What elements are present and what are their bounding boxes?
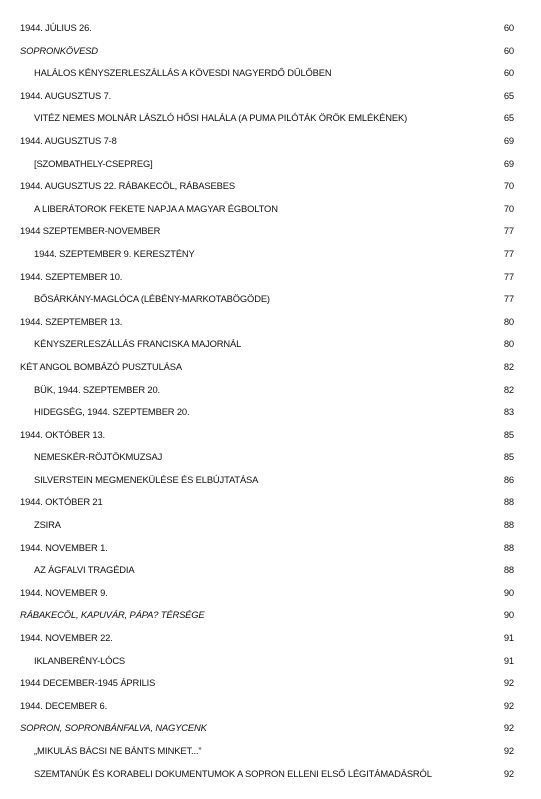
toc-entry-page-number: 70 — [503, 180, 514, 192]
toc-entry-page-number: 88 — [503, 541, 514, 553]
toc-entry-page-number: 69 — [503, 134, 514, 146]
toc-entry-title: 1944. AUGUSZTUS 22. RÁBAKECÖL, RÁBASEBES — [20, 180, 235, 192]
toc-entry-title: 1944. AUGUSZTUS 7. — [20, 89, 112, 101]
toc-entry-page-number: 65 — [503, 89, 514, 101]
toc-entry-title: 1944. JÚLIUS 26. — [20, 22, 92, 33]
toc-entry[interactable] — [0, 153, 541, 176]
toc-entry-page-number: 82 — [503, 360, 514, 372]
toc-entry[interactable] — [0, 379, 541, 402]
toc-entry-title: [SZOMBATHELY-CSEPREG] — [34, 157, 153, 169]
toc-entry[interactable] — [0, 537, 541, 560]
toc-entry-title: 1944. OKTÓBER 13. — [20, 428, 105, 440]
toc-entry[interactable] — [0, 198, 541, 221]
toc-entry-title: KÉNYSZERLESZÁLLÁS FRANCISKA MAJORNÁL — [34, 338, 242, 350]
toc-entry-page-number: 90 — [503, 586, 514, 598]
toc-entry[interactable] — [0, 266, 541, 289]
toc-entry[interactable] — [0, 559, 541, 582]
toc-entry-page-number: 92 — [503, 767, 514, 779]
toc-entry-page-number: 80 — [503, 315, 514, 327]
toc-entry[interactable] — [0, 401, 541, 424]
toc-entry-title: 1944. NOVEMBER 1. — [20, 541, 108, 553]
toc-entry-title: HALÁLOS KÉNYSZERLESZÁLLÁS A KÖVESDI NAGYERDŐ DŰLŐBEN — [34, 67, 332, 79]
toc-entry-title: 1944. OKTÓBER 21 — [20, 496, 103, 508]
toc-entry-title: IKLANBERÉNY-LÓCS — [34, 654, 126, 666]
toc-entry-title: BŐSÁRKÁNY-MAGLÓCA (LÉBÉNY-MARKOTABÖGÖDE) — [34, 293, 270, 305]
toc-entry-title: HIDEGSÉG, 1944. SZEPTEMBER 20. — [34, 406, 190, 418]
toc-entry-title: 1944. DECEMBER 6. — [20, 699, 108, 711]
toc-entry-page-number: 91 — [503, 654, 514, 666]
toc-entry-title: RÁBAKECÖL, KAPUVÁR, PÁPA? TÉRSÉGE — [20, 609, 205, 621]
toc-entry-page-number: 88 — [503, 496, 514, 508]
toc-entry-title: BÜK, 1944. SZEPTEMBER 20. — [34, 383, 160, 395]
toc-entry-title: A LIBERÁTOROK FEKETE NAPJA A MAGYAR ÉGBOLTON — [34, 202, 278, 214]
toc-entry-title: 1944. NOVEMBER 22. — [20, 632, 113, 644]
toc-entry-page-number: 65 — [503, 112, 514, 124]
toc-entry[interactable] — [0, 311, 541, 334]
toc-entry-title: SOPRON, SOPRONBÁNFALVA, NAGYCENK — [20, 722, 207, 734]
toc-entry-title: 1944. AUGUSZTUS 7-8 — [20, 134, 117, 146]
toc-entry[interactable] — [0, 356, 541, 379]
toc-entry[interactable] — [0, 130, 541, 153]
toc-entry-title: 1944 SZEPTEMBER-NOVEMBER — [20, 225, 161, 237]
toc-entry[interactable] — [0, 469, 541, 492]
toc-entry-page-number: 77 — [503, 225, 514, 237]
toc-entry-page-number: 88 — [503, 564, 514, 576]
toc-entry-title: AZ ÁGFALVI TRAGÉDIA — [34, 564, 135, 576]
toc-entry[interactable] — [0, 220, 541, 243]
toc-entry-page-number: 88 — [503, 519, 514, 531]
toc-entry[interactable] — [0, 582, 541, 605]
toc-entry-page-number: 92 — [503, 677, 514, 689]
toc-entry-page-number: 77 — [503, 270, 514, 282]
toc-entry-page-number: 60 — [503, 67, 514, 79]
toc-entry-title: NEMESKÉR-RÖJTÖKMUZSAJ — [34, 451, 163, 463]
toc-entry-title: SOPRONKÖVESD — [20, 44, 98, 56]
toc-entry-page-number: 70 — [503, 202, 514, 214]
toc-entry-page-number: 77 — [503, 293, 514, 305]
toc-entry-page-number: 80 — [503, 338, 514, 350]
toc-entry[interactable] — [0, 672, 541, 695]
toc-entry-page-number: 86 — [503, 473, 514, 485]
toc-entry-page-number: 60 — [503, 22, 514, 33]
toc-entry-title: KÉT ANGOL BOMBÁZÓ PUSZTULÁSA — [20, 360, 182, 372]
toc-entry-page-number: 77 — [503, 247, 514, 259]
toc-entry-page-number: 85 — [503, 428, 514, 440]
toc-entry-title: ZSIRA — [34, 519, 61, 531]
toc-entry-page-number: 60 — [503, 44, 514, 56]
toc-entry-page-number: 92 — [503, 745, 514, 756]
toc-entry-page-number: 85 — [503, 451, 514, 463]
toc-entry-title: 1944 DECEMBER-1945 ÁPRILIS — [20, 677, 156, 689]
toc-entry[interactable] — [0, 107, 541, 130]
toc-entry-page-number: 69 — [503, 157, 514, 169]
toc-entry-title: VITÉZ NEMES MOLNÁR LÁSZLÓ HŐSI HALÁLA (A PUMA PILÓTÁK ÖRÖK EMLÉKÉNEK) — [34, 112, 408, 124]
toc-entry[interactable] — [0, 424, 541, 447]
toc-entry[interactable] — [0, 650, 541, 673]
toc-entry-page-number: 92 — [503, 699, 514, 711]
toc-entry[interactable] — [0, 40, 541, 63]
toc-entry[interactable] — [0, 695, 541, 718]
table-of-contents — [0, 17, 541, 785]
toc-entry-title: 1944. SZEPTEMBER 9. KERESZTÉNY — [34, 247, 195, 259]
toc-entry-page-number: 83 — [503, 406, 514, 418]
toc-entry[interactable] — [0, 740, 541, 763]
toc-entry[interactable] — [0, 17, 541, 40]
toc-entry[interactable] — [0, 491, 541, 514]
toc-entry-page-number: 91 — [503, 632, 514, 644]
toc-entry[interactable] — [0, 627, 541, 650]
toc-entry-title: „MIKULÁS BÁCSI NE BÁNTS MINKET...” — [34, 745, 202, 756]
toc-entry-title: SILVERSTEIN MEGMENEKÜLÉSE ÉS ELBÚJTATÁSA — [34, 473, 259, 485]
toc-entry-page-number: 82 — [503, 383, 514, 395]
toc-entry[interactable] — [0, 243, 541, 266]
toc-entry-page-number: 90 — [503, 609, 514, 621]
toc-entry-title: SZEMTANÚK ÉS KORABELI DOKUMENTUMOK A SOPRON ELLENI ELSŐ LÉGITÁMADÁSRÓL — [34, 767, 432, 779]
toc-entry-title: 1944. NOVEMBER 9. — [20, 586, 108, 598]
toc-entry[interactable] — [0, 446, 541, 469]
toc-entry-title: 1944. SZEPTEMBER 10. — [20, 270, 123, 282]
toc-entry[interactable] — [0, 62, 541, 85]
toc-entry[interactable] — [0, 85, 541, 108]
toc-entry[interactable] — [0, 333, 541, 356]
toc-entry[interactable] — [0, 288, 541, 311]
toc-entry-page-number: 92 — [503, 722, 514, 734]
toc-entry-title: 1944. SZEPTEMBER 13. — [20, 315, 123, 327]
toc-entry[interactable] — [0, 604, 541, 627]
toc-entry[interactable] — [0, 717, 541, 740]
toc-entry[interactable] — [0, 175, 541, 198]
toc-entry[interactable] — [0, 514, 541, 537]
toc-entry[interactable] — [0, 763, 541, 786]
